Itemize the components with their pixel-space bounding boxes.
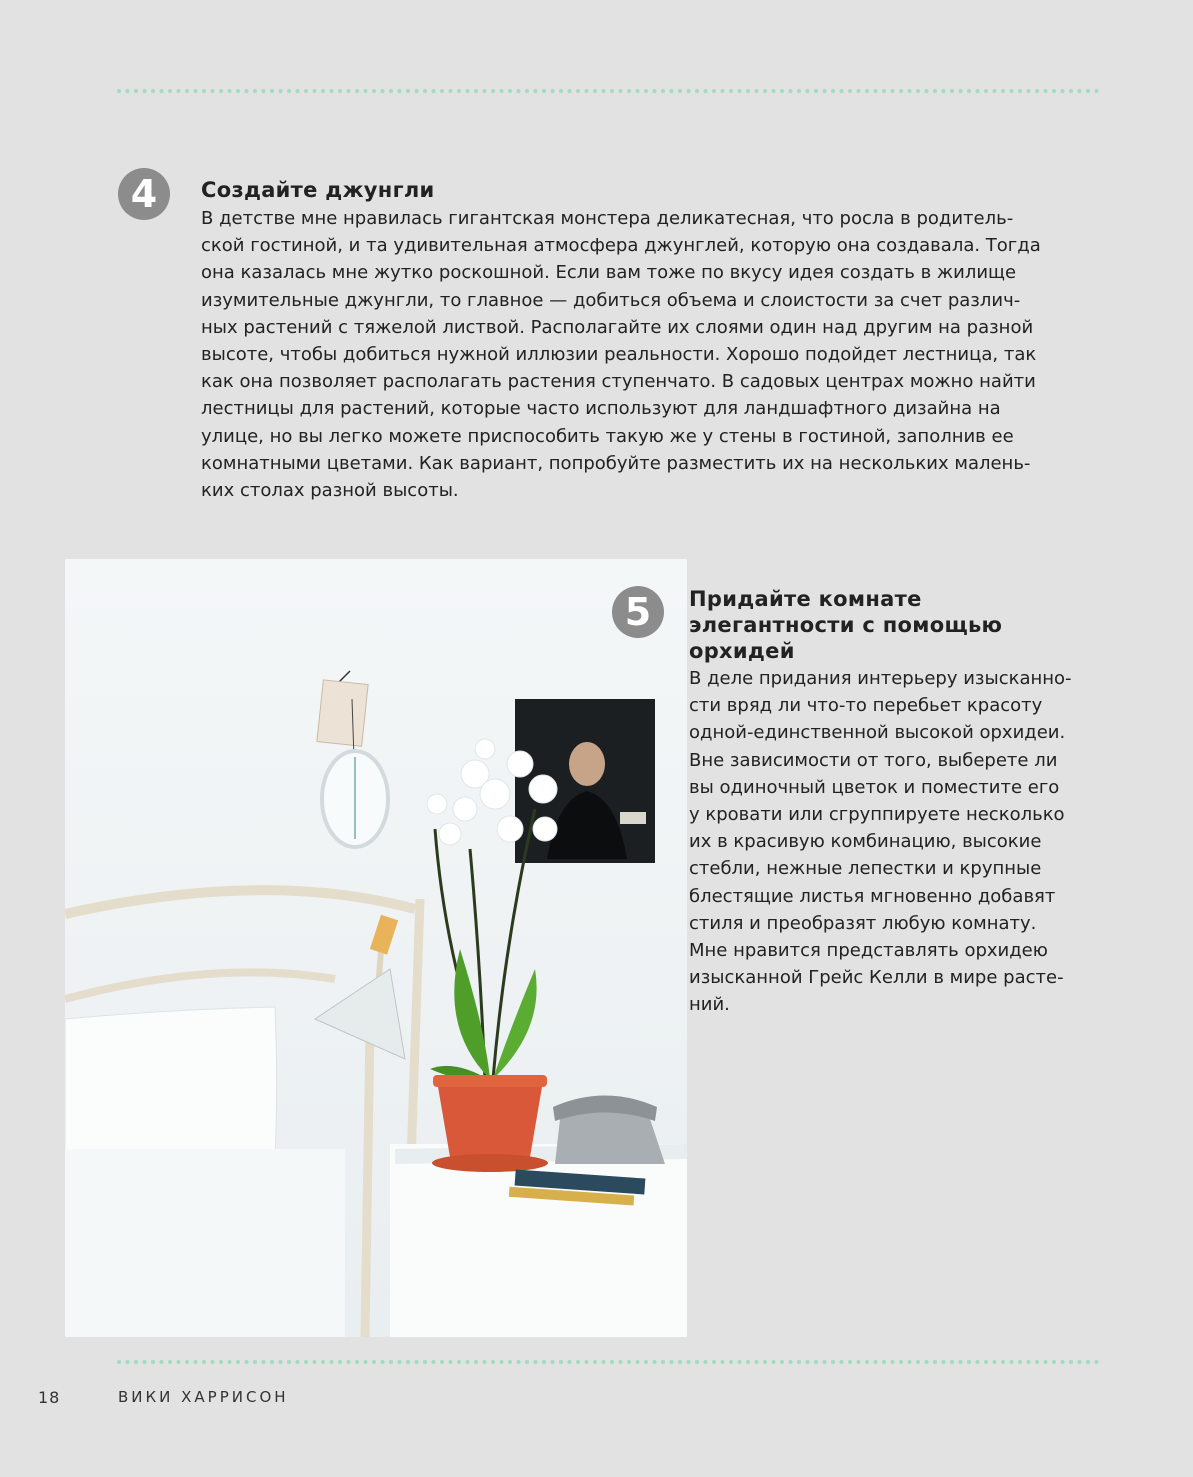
section-heading [689,586,1002,664]
text-line: стебли, нежные лепестки и крупные [689,858,1042,880]
text-line: Мне нравится представлять орхидею [689,940,1048,962]
text-line: Вне зависимости от того, выберете ли [689,749,1058,771]
photo-illustration [65,559,687,1337]
text-line: вы одиночный цветок и поместите его [689,776,1060,798]
bedroom-orchid-photo [65,559,687,1337]
page-number: 18 [38,1388,61,1407]
text-line: комнатными цветами. Как вариант, попробуйте разместить их на нескольких малень- [201,452,1031,474]
heading-line: Придайте комнате [689,587,922,611]
text-line: одной-единственной высокой орхидеи. [689,722,1066,744]
section-number-badge: 4 [118,168,170,220]
text-line: изумительные джунгли, то главное — добиться объема и слоистости за счет различ- [201,289,1021,311]
section-heading: Создайте джунгли [201,178,435,202]
heading-line: элегантности с помощью [689,613,1003,637]
text-line: В деле придания интерьеру изысканно- [689,668,1072,689]
text-line: изысканной Грейс Келли в мире расте- [689,967,1064,989]
text-line: блестящие листья мгновенно добавят [689,885,1056,907]
text-line: их в красивую комбинацию, высокие [689,831,1042,853]
text-line: как она позволяет располагать растения ступенчато. В садовых центрах можно найти [201,371,1036,393]
section-body [201,205,1041,504]
text-line: она казалась мне жутко роскошной. Если вам тоже по вкусу идея создать в жилище [201,262,1017,284]
text-line: улице, но вы легко можете приспособить такую же у стены в гостиной, заполнив ее [201,425,1014,447]
text-line: сти вряд ли что-то перебьет красоту [689,695,1043,717]
bottom-dotted-rule [115,1357,1105,1367]
text-line: лестницы для растений, которые часто используют для ландшафтного дизайна на [201,398,1001,420]
top-dotted-rule [115,86,1105,96]
text-line: ких столах разной высоты. [201,480,459,502]
section-number-badge: 5 [612,586,664,638]
text-line: ний. [689,994,730,1016]
running-footer-author: ВИКИ ХАРРИСОН [118,1388,289,1406]
text-line: стиля и преобразят любую комнату. [689,912,1037,934]
text-line: ской гостиной, и та удивительная атмосфера джунглей, которую она создавала. Тогда [201,235,1041,257]
text-line: В детстве мне нравилась гигантская монстера деликатесная, что росла в родитель- [201,208,1014,229]
section-body [689,665,1072,1019]
heading-line: орхидей [689,639,795,663]
text-line: высоте, чтобы добиться нужной иллюзии реальности. Хорошо подойдет лестница, так [201,344,1037,366]
text-line: ных растений с тяжелой листвой. Располагайте их слоями один над другим на разной [201,316,1034,338]
text-line: у кровати или сгруппируете несколько [689,804,1065,826]
